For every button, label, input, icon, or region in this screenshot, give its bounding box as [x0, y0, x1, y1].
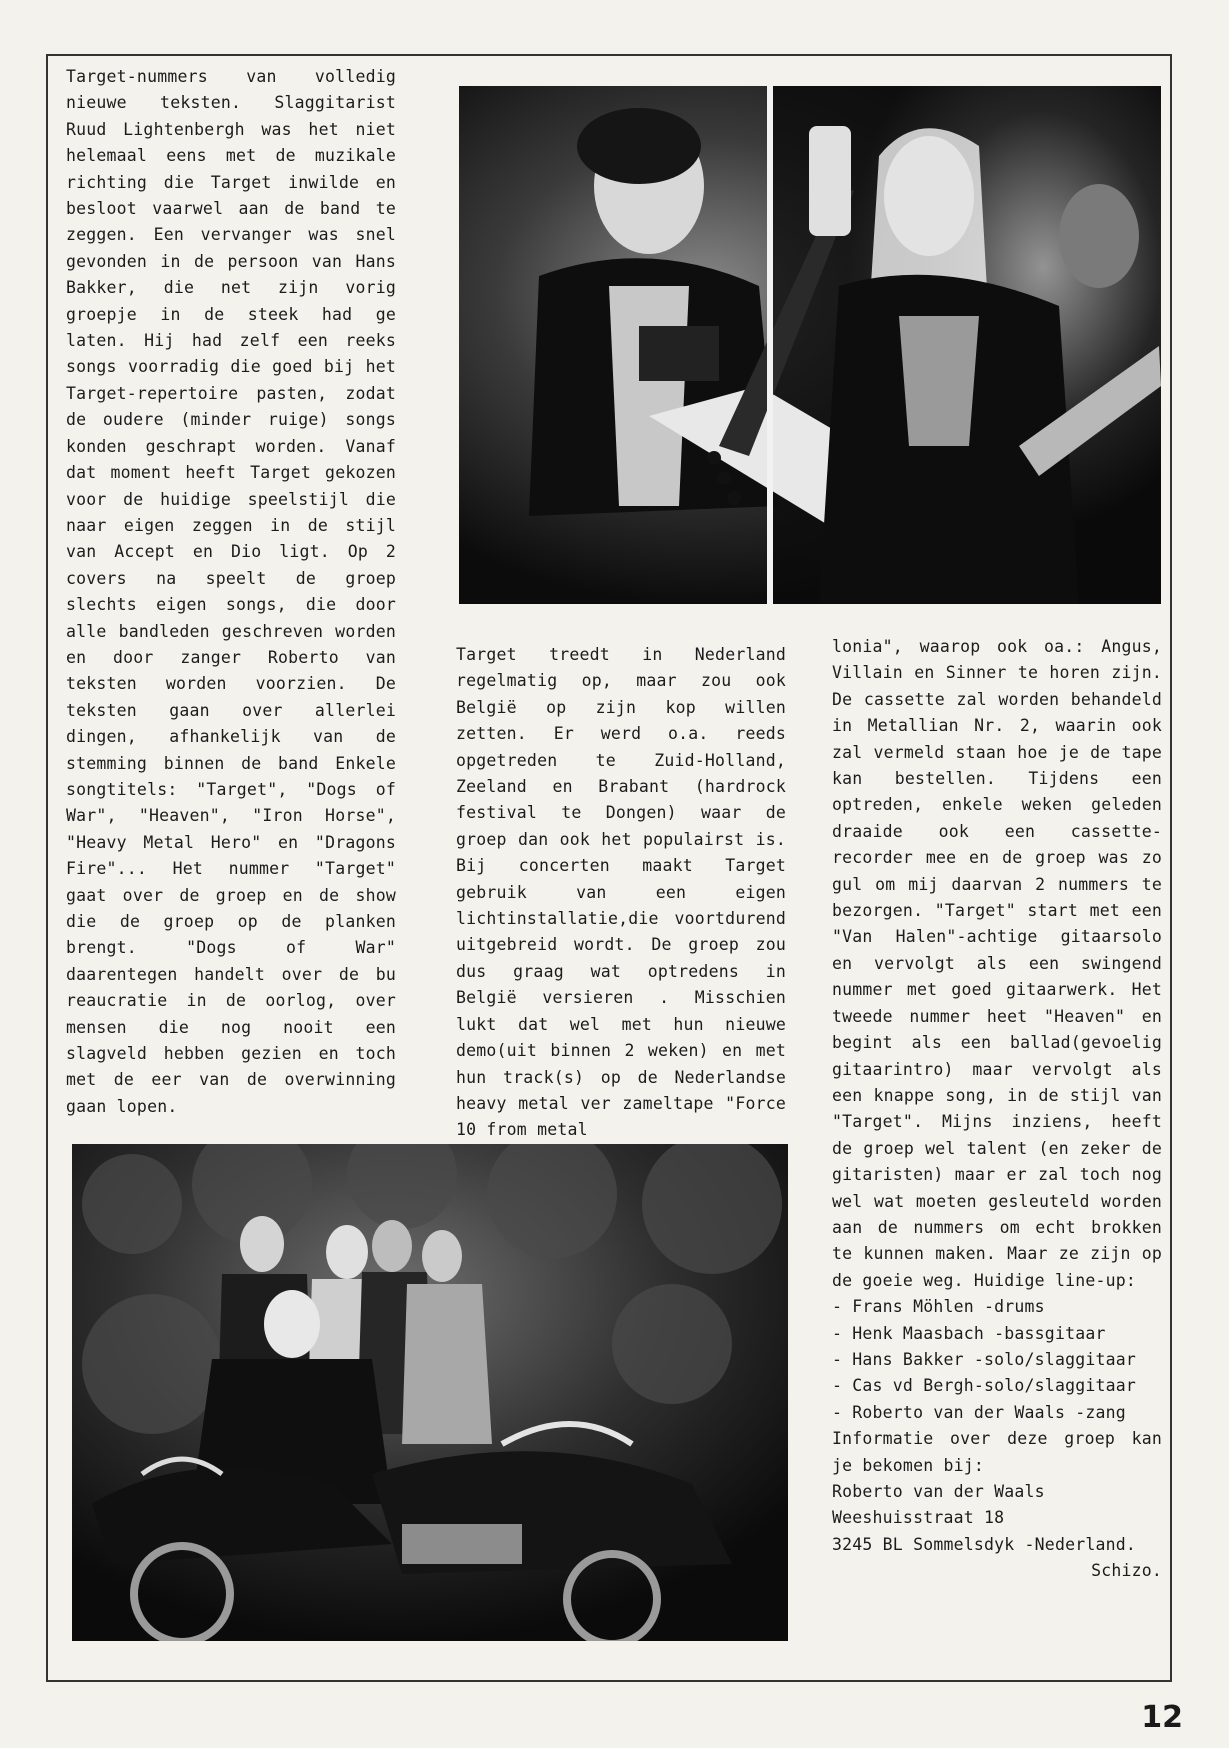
lineup-item: - Roberto van der Waals -zang	[832, 1402, 1126, 1422]
middle-column-text: Target treedt in Nederland regelmatig op, maar zou ook België op zijn kop willen zetten. Er werd o.a. reeds opgetreden te Zuid-Holland, Zeeland en Brabant (hardrock festival te Dongen) waar de groep dan ook het populairst is. Bij concerten maakt Target gebruik van een eigen lichtinstallatie,die voortdurend uitgebreid wordt. De groep zou dus graag wat optredens in België versieren . Misschien lukt dat wel met hun nieuwe demo(uit binnen 2 weken) en met hun track(s) op de Nederlandse heavy metal ver zameltape "Force 10 from metal	[456, 645, 786, 1140]
left-column	[66, 64, 396, 1120]
contact-address-line: Roberto van der Waals	[832, 1482, 1045, 1501]
lineup-item: - Henk Maasbach -bassgitaar	[832, 1323, 1106, 1343]
lineup-item: - Frans Möhlen -drums	[832, 1297, 1045, 1317]
page-number: 12	[1141, 1700, 1183, 1735]
left-column-text: Target-nummers van volledig nieuwe teksten. Slaggitarist Ruud Lightenbergh was het niet helemaal eens met de muzikale richting die Target inwilde en besloot vaarwel aan de band te zeggen. Een vervanger was snel gevonden in de persoon van Hans Bakker, die net zijn vorig groepje in de steek had ge laten. Hij had zelf een reeks songs voorradig die goed bij het Target-repertoire pasten, zodat de oudere (minder ruige) songs konden geschrapt worden. Vanaf dat moment heeft Target gekozen voor de huidige speelstijl die naar eigen zeggen in de stijl van Accept en Dio ligt. Op 2 covers na speelt de groep slechts eigen songs, die door alle bandleden geschreven worden en door zanger Roberto van teksten worden voorzien. De teksten gaan over allerlei dingen, afhankelijk van de stemming binnen de band Enkele songtitels: "Target", "Dogs of War", "Heaven", "Iron Horse", "Heavy Metal Hero" en "Dragons Fire"... Het nummer "Target" gaat over de groep en de show die de groep op de planken brengt. "Dogs of War" daarentegen handelt over de bu reaucratie in de oorlog, over mensen die nog nooit een slagveld hebben gezien en toch met de eer van de overwinning gaan lopen.	[66, 67, 396, 1116]
band-photo	[72, 1144, 788, 1641]
lineup-item: - Hans Bakker -solo/slaggitaar	[832, 1349, 1137, 1369]
right-column	[832, 634, 1162, 1585]
concert-photo	[459, 86, 1161, 604]
contact-address-line: 3245 BL Sommelsdyk -Nederland.	[832, 1534, 1137, 1554]
author-signoff: Schizo.	[1091, 1561, 1162, 1581]
contact-address-line: Weeshuisstraat 18	[832, 1508, 1005, 1528]
lineup-item: - Cas vd Bergh-solo/slaggitaar	[832, 1376, 1137, 1396]
middle-column	[456, 642, 786, 1144]
right-column-text: lonia", waarop ook oa.: Angus, Villain en Sinner te horen zijn. De cassette zal worden behandeld in Metallian Nr. 2, waarin ook zal vermeld staan hoe je de tape kan bestellen. Tijdens een optreden, enkele weken geleden draaide ook een cassette-recorder mee en de groep was zo gul om mij daarvan 2 nummers te bezorgen. "Target" start met een "Van Halen"-achtige gitaarsolo en vervolgt als een swingend nummer met goed gitaarwerk. Het tweede nummer heet "Heaven" en begint als een ballad(gevoelig gitaarintro) maar vervolgt als een knappe song, in de stijl van "Target". Mijns inziens, heeft de groep wel talent (en zeker de gitaristen) maar er zal toch nog wel wat moeten gesleuteld worden aan de nummers om echt brokken te kunnen maken. Maar ze zijn op de goeie weg. Huidige line-up:	[832, 637, 1162, 1290]
contact-intro: Informatie over deze groep kan je bekomen bij:	[832, 1429, 1162, 1475]
